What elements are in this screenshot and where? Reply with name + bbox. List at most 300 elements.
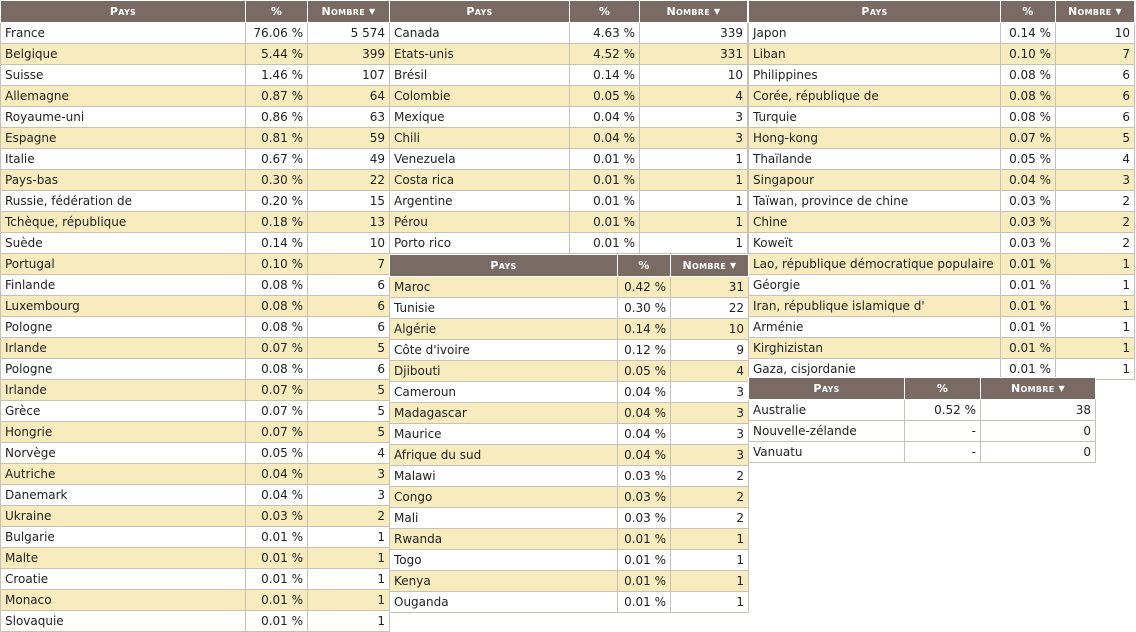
cell-nombre: 10 xyxy=(308,233,390,254)
table-row xyxy=(749,233,1135,254)
table-row xyxy=(390,340,749,361)
table-row xyxy=(749,191,1135,212)
cell-pct: 0.18 % xyxy=(246,212,308,233)
cell-nombre: 2 xyxy=(1056,212,1135,233)
cell-nombre: 1 xyxy=(308,611,390,632)
table-row xyxy=(749,400,1096,421)
cell-pct: 0.14 % xyxy=(570,65,640,86)
table-row xyxy=(749,65,1135,86)
cell-pct: 0.81 % xyxy=(246,128,308,149)
column-header-pct[interactable]: % xyxy=(905,378,981,400)
cell-pct: 0.01 % xyxy=(1001,338,1056,359)
cell-nombre: 399 xyxy=(308,44,390,65)
cell-pct: 0.08 % xyxy=(246,296,308,317)
cell-nombre: 4 xyxy=(671,361,749,382)
table-row xyxy=(1,317,390,338)
table-row xyxy=(1,506,390,527)
table-row xyxy=(1,86,390,107)
cell-nombre: 3 xyxy=(671,424,749,445)
cell-pays: Norvège xyxy=(1,443,246,464)
cell-pct: 0.04 % xyxy=(618,382,671,403)
cell-nombre: 5 xyxy=(308,380,390,401)
cell-nombre: 4 xyxy=(1056,149,1135,170)
table-row xyxy=(1,527,390,548)
cell-pays: Hong-kong xyxy=(749,128,1001,149)
column-header-pays[interactable]: Pays xyxy=(749,378,905,400)
cell-pays: Liban xyxy=(749,44,1001,65)
cell-pct: 0.04 % xyxy=(1001,170,1056,191)
cell-pays: Royaume-uni xyxy=(1,107,246,128)
column-header-pct[interactable]: % xyxy=(1001,1,1056,23)
cell-nombre: 2 xyxy=(671,487,749,508)
table-row xyxy=(749,23,1135,44)
cell-pays: Mali xyxy=(390,508,618,529)
cell-pct: 0.01 % xyxy=(246,569,308,590)
cell-pays: Etats-unis xyxy=(390,44,570,65)
cell-pays: Mexique xyxy=(390,107,570,128)
cell-nombre: 1 xyxy=(671,529,749,550)
cell-nombre: 6 xyxy=(1056,107,1135,128)
cell-pct: 0.86 % xyxy=(246,107,308,128)
cell-pays: Chili xyxy=(390,128,570,149)
table-row xyxy=(390,128,748,149)
cell-pays: Philippines xyxy=(749,65,1001,86)
cell-pays: Pérou xyxy=(390,212,570,233)
table-row xyxy=(390,149,748,170)
column-header-pct[interactable]: % xyxy=(618,255,671,277)
cell-pct: 0.01 % xyxy=(618,571,671,592)
cell-pays: Afrique du sud xyxy=(390,445,618,466)
cell-pct: 0.07 % xyxy=(246,380,308,401)
cell-pct: 0.01 % xyxy=(570,149,640,170)
cell-nombre: 1 xyxy=(308,569,390,590)
table-row xyxy=(1,212,390,233)
cell-pays: Japon xyxy=(749,23,1001,44)
sort-desc-icon: ▼ xyxy=(1058,384,1065,393)
table-row xyxy=(390,592,749,613)
table-row xyxy=(1,338,390,359)
table-afrique xyxy=(389,254,749,613)
table-row xyxy=(1,611,390,632)
cell-pct: 0.03 % xyxy=(1001,233,1056,254)
cell-pays: Costa rica xyxy=(390,170,570,191)
cell-pays: Kirghizistan xyxy=(749,338,1001,359)
cell-nombre: 5 xyxy=(308,401,390,422)
table-row xyxy=(749,212,1135,233)
cell-nombre: 339 xyxy=(640,23,748,44)
cell-pays: Brésil xyxy=(390,65,570,86)
cell-pct: 0.08 % xyxy=(1001,65,1056,86)
cell-pays: Russie, fédération de xyxy=(1,191,246,212)
cell-pays: Géorgie xyxy=(749,275,1001,296)
cell-nombre: 2 xyxy=(671,508,749,529)
cell-pays: Allemagne xyxy=(1,86,246,107)
cell-nombre: 1 xyxy=(308,548,390,569)
cell-pct: 0.08 % xyxy=(1001,86,1056,107)
cell-pays: Pologne xyxy=(1,317,246,338)
cell-pct: 0.01 % xyxy=(570,212,640,233)
cell-pct: 0.04 % xyxy=(570,128,640,149)
table-row xyxy=(749,254,1135,275)
cell-pays: Croatie xyxy=(1,569,246,590)
cell-pays: Koweït xyxy=(749,233,1001,254)
table-row xyxy=(749,296,1135,317)
table-row xyxy=(1,191,390,212)
cell-pct: 0.07 % xyxy=(246,338,308,359)
cell-nombre: 6 xyxy=(308,275,390,296)
cell-pays: Canada xyxy=(390,23,570,44)
cell-pays: Iran, république islamique d' xyxy=(749,296,1001,317)
cell-nombre: 1 xyxy=(640,149,748,170)
cell-pays: Chine xyxy=(749,212,1001,233)
cell-pct: 0.01 % xyxy=(1001,275,1056,296)
cell-pays: France xyxy=(1,23,246,44)
cell-pays: Thaïlande xyxy=(749,149,1001,170)
cell-pays: Taïwan, province de chine xyxy=(749,191,1001,212)
column-header-pct[interactable]: % xyxy=(246,1,308,23)
table-row xyxy=(749,128,1135,149)
cell-pays: Maurice xyxy=(390,424,618,445)
table-row xyxy=(1,254,390,275)
cell-pays: Portugal xyxy=(1,254,246,275)
table-row xyxy=(749,317,1135,338)
table-row xyxy=(390,550,749,571)
cell-nombre: 10 xyxy=(1056,23,1135,44)
cell-pct: 1.46 % xyxy=(246,65,308,86)
table-row xyxy=(390,487,749,508)
table-row xyxy=(1,548,390,569)
cell-nombre: 1 xyxy=(1056,338,1135,359)
cell-pct: 0.03 % xyxy=(1001,212,1056,233)
table-row xyxy=(1,233,390,254)
cell-pct: 0.08 % xyxy=(1001,107,1056,128)
cell-nombre: 1 xyxy=(640,233,748,254)
table-row xyxy=(1,443,390,464)
cell-pct: 76.06 % xyxy=(246,23,308,44)
cell-nombre: 10 xyxy=(640,65,748,86)
cell-pays: Gaza, cisjordanie xyxy=(749,359,1001,380)
cell-pays: Pays-bas xyxy=(1,170,246,191)
cell-pct: 0.07 % xyxy=(1001,128,1056,149)
table-row xyxy=(1,569,390,590)
cell-nombre: 1 xyxy=(1056,317,1135,338)
cell-pct: 0.01 % xyxy=(570,170,640,191)
cell-nombre: 5 xyxy=(1056,128,1135,149)
cell-nombre: 6 xyxy=(1056,65,1135,86)
cell-nombre: 6 xyxy=(308,359,390,380)
cell-pct: 0.01 % xyxy=(246,590,308,611)
cell-nombre: 3 xyxy=(308,464,390,485)
cell-pct: 0.42 % xyxy=(618,277,671,298)
cell-pct: 0.05 % xyxy=(246,443,308,464)
cell-pct: 0.01 % xyxy=(618,529,671,550)
table-amerique xyxy=(389,0,748,254)
table-row xyxy=(749,44,1135,65)
cell-pct: 0.01 % xyxy=(246,527,308,548)
cell-pct: 0.01 % xyxy=(1001,254,1056,275)
cell-pays: Malawi xyxy=(390,466,618,487)
cell-pays: Espagne xyxy=(1,128,246,149)
table-row xyxy=(390,403,749,424)
cell-nombre: 7 xyxy=(308,254,390,275)
cell-nombre: 2 xyxy=(308,506,390,527)
cell-pct: 0.30 % xyxy=(618,298,671,319)
table-row xyxy=(390,361,749,382)
sort-desc-icon: ▼ xyxy=(1115,7,1122,16)
cell-nombre: 2 xyxy=(671,466,749,487)
table-row xyxy=(390,107,748,128)
cell-pays: Malte xyxy=(1,548,246,569)
cell-nombre: 15 xyxy=(308,191,390,212)
cell-nombre: 1 xyxy=(1056,296,1135,317)
table-row xyxy=(390,44,748,65)
table-row xyxy=(390,466,749,487)
cell-pct: 0.08 % xyxy=(246,275,308,296)
cell-nombre: 3 xyxy=(671,382,749,403)
table-row xyxy=(390,445,749,466)
cell-pct: 0.01 % xyxy=(1001,317,1056,338)
table-europe xyxy=(0,0,390,632)
table-row xyxy=(390,508,749,529)
column-header-nombre[interactable]: Nombre ▼ xyxy=(640,1,748,23)
cell-nombre: 5 574 xyxy=(308,23,390,44)
cell-pct: 0.01 % xyxy=(570,191,640,212)
cell-pays: Rwanda xyxy=(390,529,618,550)
cell-pays: Argentine xyxy=(390,191,570,212)
cell-pct: 0.10 % xyxy=(246,254,308,275)
table-row xyxy=(1,401,390,422)
cell-pct: 0.52 % xyxy=(905,400,981,421)
table-row xyxy=(749,170,1135,191)
cell-pct: - xyxy=(905,442,981,463)
sort-desc-icon: ▼ xyxy=(369,7,376,16)
cell-pays: Vanuatu xyxy=(749,442,905,463)
cell-pays: Lao, république démocratique populaire xyxy=(749,254,1001,275)
cell-pct: 0.03 % xyxy=(1001,191,1056,212)
cell-nombre: 63 xyxy=(308,107,390,128)
cell-nombre: 1 xyxy=(640,170,748,191)
cell-pays: Slovaquie xyxy=(1,611,246,632)
cell-nombre: 1 xyxy=(640,212,748,233)
table-row xyxy=(1,149,390,170)
cell-pct: 4.52 % xyxy=(570,44,640,65)
cell-pct: 0.04 % xyxy=(246,464,308,485)
cell-nombre: 6 xyxy=(1056,86,1135,107)
table-row xyxy=(390,424,749,445)
cell-pct: 0.03 % xyxy=(618,466,671,487)
table-row xyxy=(749,421,1096,442)
table-asie xyxy=(748,0,1135,380)
table-row xyxy=(749,338,1135,359)
cell-pct: 0.04 % xyxy=(618,445,671,466)
cell-nombre: 7 xyxy=(1056,44,1135,65)
cell-pays: Bulgarie xyxy=(1,527,246,548)
cell-pct: 4.63 % xyxy=(570,23,640,44)
cell-nombre: 38 xyxy=(981,400,1096,421)
sort-desc-icon: ▼ xyxy=(714,7,721,16)
cell-pct: 0.04 % xyxy=(570,107,640,128)
sort-desc-icon: ▼ xyxy=(730,261,737,270)
table-row xyxy=(1,422,390,443)
column-header-nombre[interactable]: Nombre ▼ xyxy=(1056,1,1135,23)
cell-pays: Kenya xyxy=(390,571,618,592)
table-row xyxy=(390,86,748,107)
cell-nombre: 331 xyxy=(640,44,748,65)
cell-nombre: 49 xyxy=(308,149,390,170)
table-row xyxy=(1,359,390,380)
cell-nombre: 59 xyxy=(308,128,390,149)
cell-nombre: 1 xyxy=(671,571,749,592)
cell-nombre: 3 xyxy=(671,403,749,424)
cell-pct: 0.05 % xyxy=(570,86,640,107)
table-row xyxy=(390,23,748,44)
cell-nombre: 1 xyxy=(671,550,749,571)
cell-pct: 0.03 % xyxy=(618,487,671,508)
table-row xyxy=(390,277,749,298)
cell-nombre: 4 xyxy=(308,443,390,464)
column-header-pct[interactable]: % xyxy=(570,1,640,23)
column-header-pays[interactable]: Pays xyxy=(390,255,618,277)
table-row xyxy=(1,464,390,485)
cell-pct: 0.67 % xyxy=(246,149,308,170)
cell-pays: Tunisie xyxy=(390,298,618,319)
table-row xyxy=(1,590,390,611)
cell-pays: Italie xyxy=(1,149,246,170)
cell-nombre: 1 xyxy=(1056,275,1135,296)
cell-pays: Danemark xyxy=(1,485,246,506)
cell-pays: Pologne xyxy=(1,359,246,380)
cell-nombre: 31 xyxy=(671,277,749,298)
table-row xyxy=(1,485,390,506)
cell-pct: 0.05 % xyxy=(1001,149,1056,170)
cell-pays: Monaco xyxy=(1,590,246,611)
cell-nombre: 6 xyxy=(308,317,390,338)
table-row xyxy=(1,275,390,296)
cell-pct: 0.01 % xyxy=(246,611,308,632)
cell-pct: 0.01 % xyxy=(246,548,308,569)
cell-pays: Nouvelle-zélande xyxy=(749,421,905,442)
cell-pct: 0.08 % xyxy=(246,359,308,380)
table-row xyxy=(749,149,1135,170)
column-header-nombre[interactable]: Nombre ▼ xyxy=(981,378,1096,400)
column-header-pays[interactable]: Pays xyxy=(390,1,570,23)
cell-pays: Tchèque, république xyxy=(1,212,246,233)
cell-nombre: 1 xyxy=(308,590,390,611)
column-header-pays[interactable]: Pays xyxy=(749,1,1001,23)
table-row xyxy=(1,380,390,401)
cell-nombre: 22 xyxy=(671,298,749,319)
cell-pct: 0.07 % xyxy=(246,401,308,422)
cell-pays: Finlande xyxy=(1,275,246,296)
cell-pct: 5.44 % xyxy=(246,44,308,65)
cell-nombre: 1 xyxy=(1056,359,1135,380)
cell-nombre: 5 xyxy=(308,422,390,443)
table-row xyxy=(390,233,748,254)
cell-nombre: 107 xyxy=(308,65,390,86)
cell-nombre: 4 xyxy=(640,86,748,107)
cell-pct: 0.87 % xyxy=(246,86,308,107)
cell-pct: 0.14 % xyxy=(246,233,308,254)
table-row xyxy=(749,86,1135,107)
cell-pays: Australie xyxy=(749,400,905,421)
cell-pct: 0.01 % xyxy=(618,592,671,613)
cell-pct: 0.01 % xyxy=(1001,359,1056,380)
cell-pays: Suède xyxy=(1,233,246,254)
cell-nombre: 2 xyxy=(1056,233,1135,254)
cell-pct: 0.01 % xyxy=(570,233,640,254)
cell-nombre: 3 xyxy=(640,107,748,128)
column-header-nombre[interactable]: Nombre ▼ xyxy=(671,255,749,277)
cell-pct: 0.07 % xyxy=(246,422,308,443)
cell-pays: Togo xyxy=(390,550,618,571)
table-row xyxy=(390,65,748,86)
table-row xyxy=(749,275,1135,296)
table-row xyxy=(390,191,748,212)
cell-pays: Algérie xyxy=(390,319,618,340)
cell-pays: Luxembourg xyxy=(1,296,246,317)
cell-pays: Congo xyxy=(390,487,618,508)
table-oceanie xyxy=(748,377,1096,463)
cell-nombre: 3 xyxy=(308,485,390,506)
cell-pct: 0.20 % xyxy=(246,191,308,212)
cell-pct: 0.04 % xyxy=(618,403,671,424)
cell-pays: Corée, république de xyxy=(749,86,1001,107)
cell-nombre: 2 xyxy=(1056,191,1135,212)
table-row xyxy=(1,107,390,128)
table-row xyxy=(390,571,749,592)
cell-pays: Ouganda xyxy=(390,592,618,613)
cell-pays: Grèce xyxy=(1,401,246,422)
cell-nombre: 9 xyxy=(671,340,749,361)
cell-nombre: 5 xyxy=(308,338,390,359)
cell-nombre: 1 xyxy=(1056,254,1135,275)
cell-pays: Hongrie xyxy=(1,422,246,443)
table-row xyxy=(1,128,390,149)
cell-nombre: 64 xyxy=(308,86,390,107)
cell-pays: Venezuela xyxy=(390,149,570,170)
cell-pays: Autriche xyxy=(1,464,246,485)
table-row xyxy=(749,107,1135,128)
cell-pays: Ukraine xyxy=(1,506,246,527)
cell-pays: Arménie xyxy=(749,317,1001,338)
cell-pct: 0.14 % xyxy=(618,319,671,340)
cell-nombre: 3 xyxy=(671,445,749,466)
table-row xyxy=(1,296,390,317)
cell-nombre: 0 xyxy=(981,442,1096,463)
table-row xyxy=(1,23,390,44)
cell-pays: Irlande xyxy=(1,380,246,401)
cell-pct: 0.08 % xyxy=(246,317,308,338)
cell-nombre: 22 xyxy=(308,170,390,191)
cell-pays: Cameroun xyxy=(390,382,618,403)
cell-nombre: 1 xyxy=(640,191,748,212)
cell-pct: 0.03 % xyxy=(618,508,671,529)
column-header-nombre[interactable]: Nombre ▼ xyxy=(308,1,390,23)
cell-pct: 0.14 % xyxy=(1001,23,1056,44)
cell-nombre: 3 xyxy=(640,128,748,149)
table-row xyxy=(390,382,749,403)
table-row xyxy=(390,170,748,191)
cell-pays: Porto rico xyxy=(390,233,570,254)
cell-pays: Suisse xyxy=(1,65,246,86)
cell-pays: Belgique xyxy=(1,44,246,65)
column-header-pays[interactable]: Pays xyxy=(1,1,246,23)
cell-pct: 0.05 % xyxy=(618,361,671,382)
cell-pays: Turquie xyxy=(749,107,1001,128)
cell-nombre: 13 xyxy=(308,212,390,233)
cell-nombre: 1 xyxy=(671,592,749,613)
cell-pct: 0.01 % xyxy=(618,550,671,571)
